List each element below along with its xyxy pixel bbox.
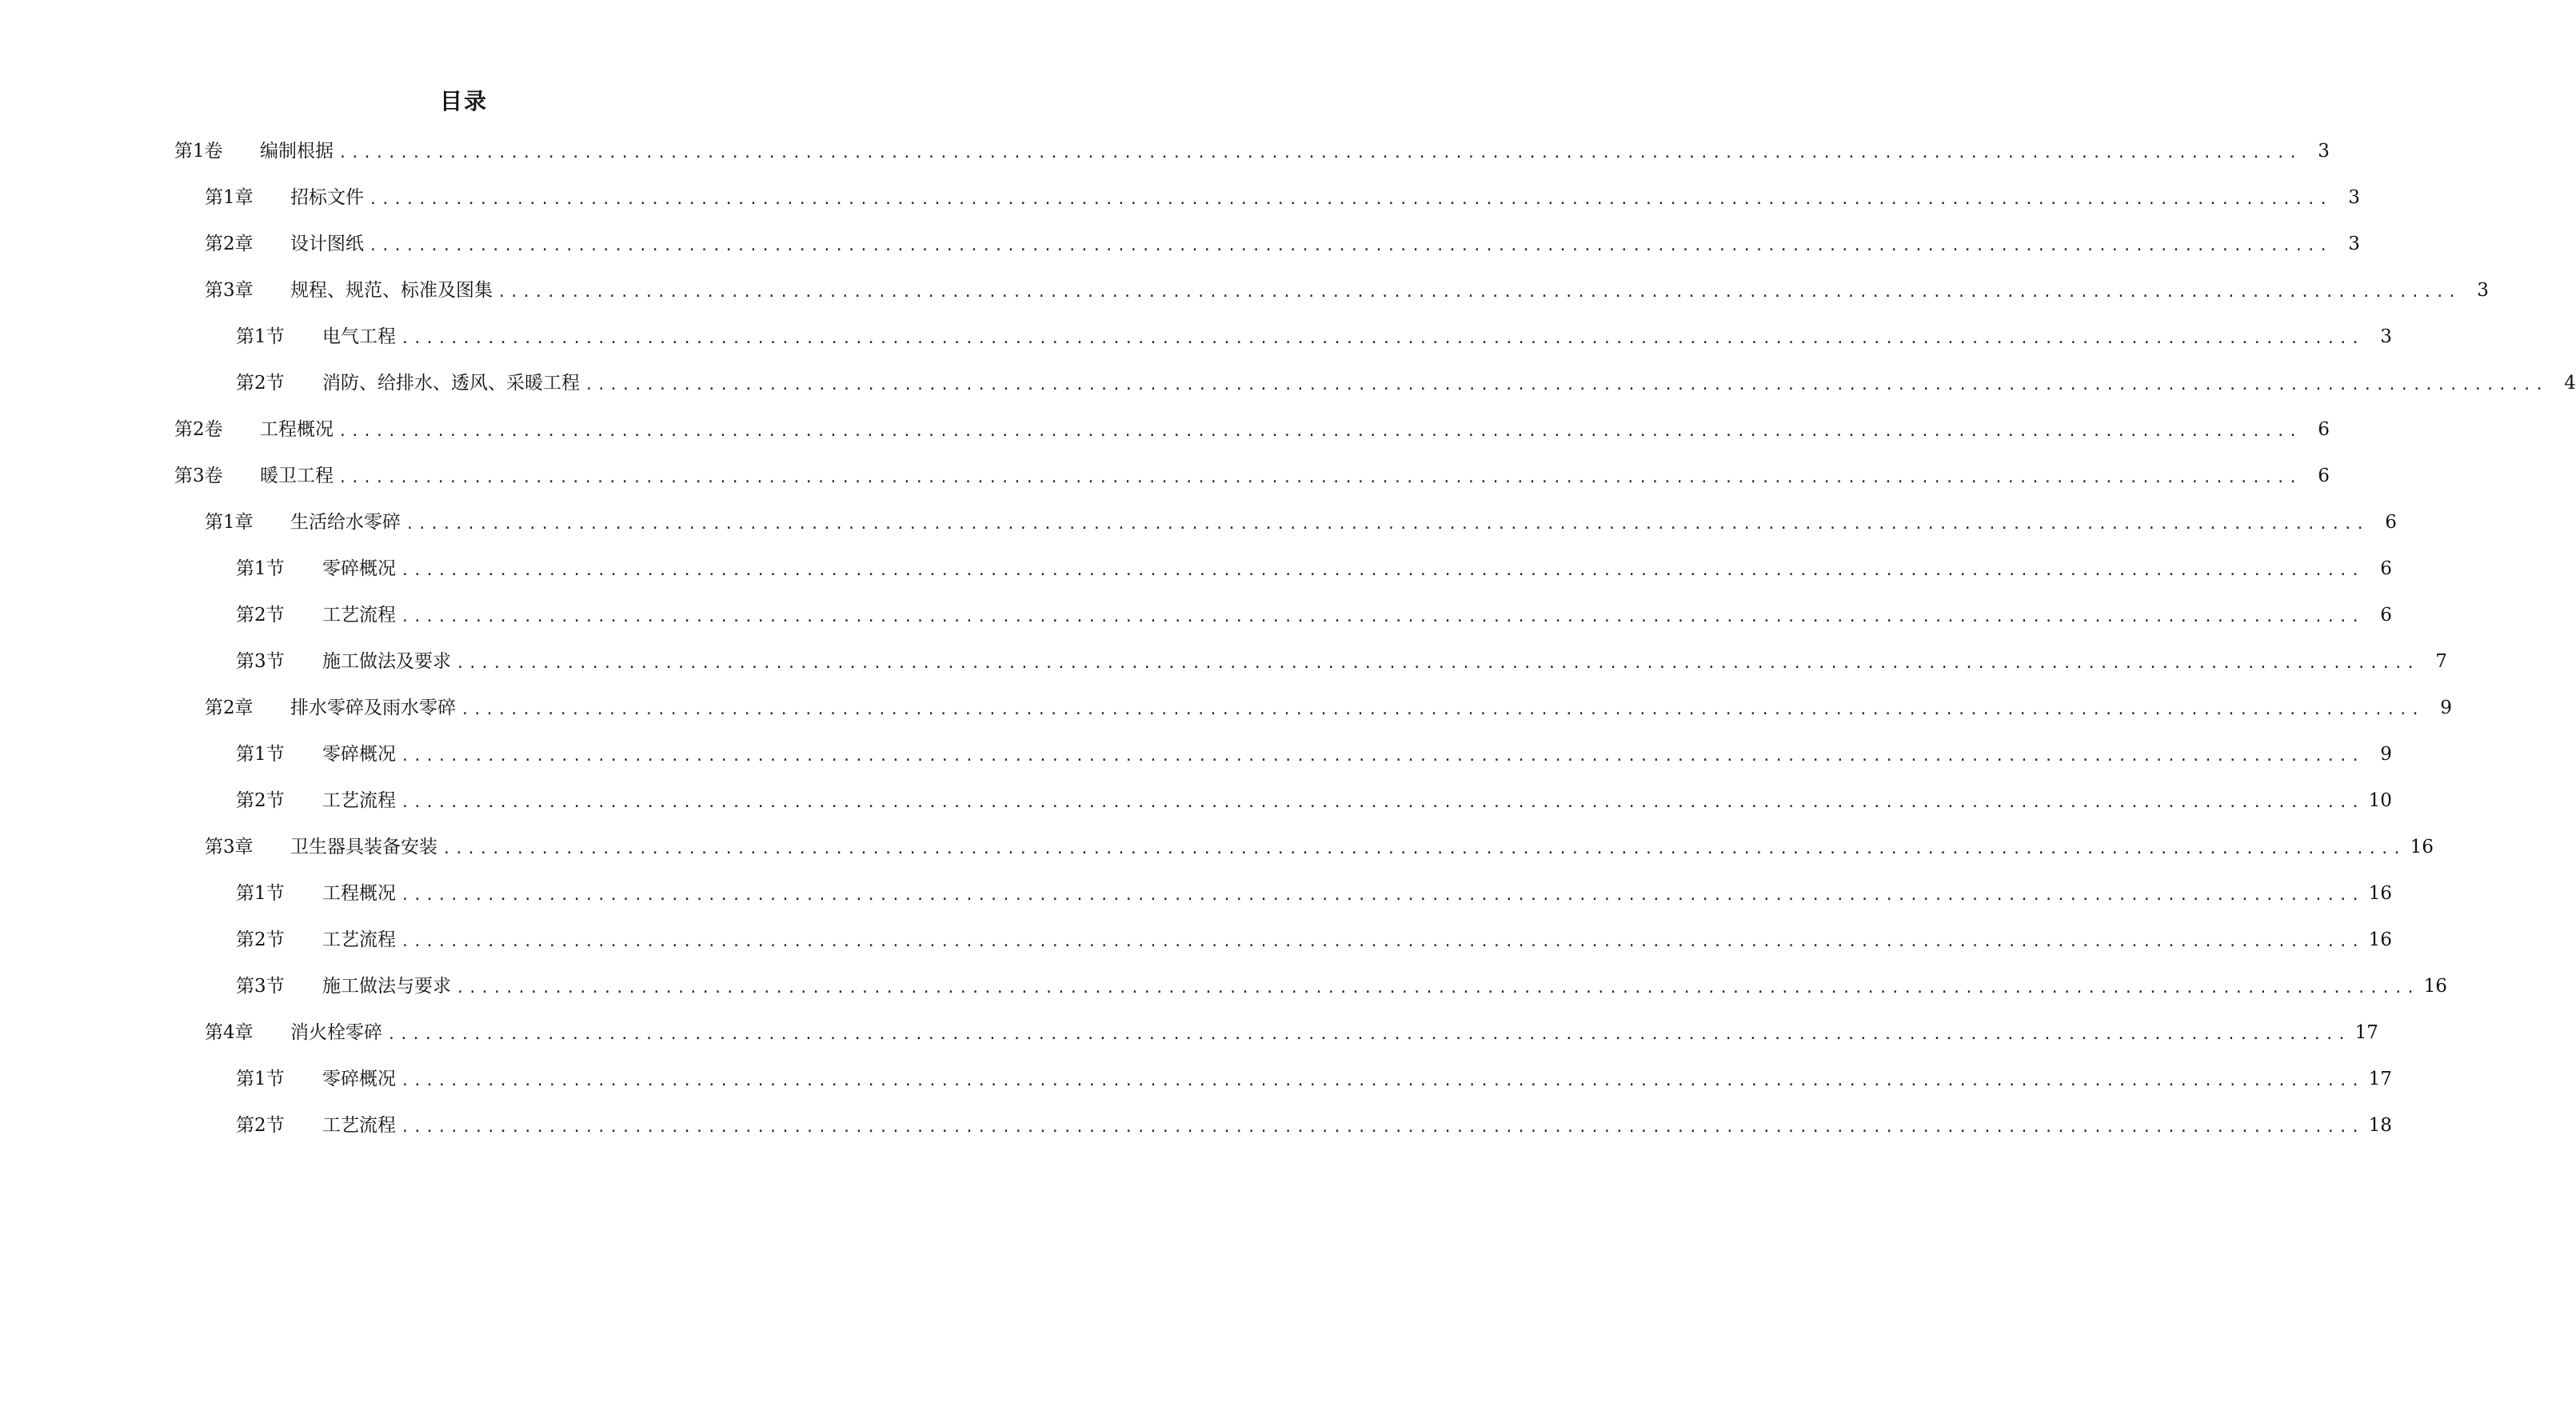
toc-entry-number: 第2卷: [174, 419, 223, 440]
toc-entry-page: 17: [2354, 1022, 2378, 1043]
toc-title: 目录: [439, 88, 488, 114]
toc-entry-label: 工艺流程: [322, 790, 396, 811]
toc-entry-number: 第2章: [205, 234, 254, 254]
toc-entry-label: 施工做法与要求: [322, 976, 451, 997]
toc-entry-number: 第1节: [236, 744, 285, 765]
toc-dot-leader: ................................................................................................................................................................: [401, 562, 2363, 579]
toc-list: [0, 128, 2576, 1149]
toc-entry-page: 6: [2318, 466, 2330, 486]
toc-entry-number: 第3卷: [174, 466, 223, 486]
toc-entry-number: 第2节: [236, 790, 285, 811]
toc-entry-page: 10: [2368, 790, 2392, 811]
toc-dot-leader: ................................................................................................................................................................: [338, 470, 2301, 486]
toc-entry-number: 第4章: [205, 1022, 254, 1043]
toc-entry[interactable]: [0, 917, 2392, 963]
toc-entry-page: 6: [2380, 558, 2392, 579]
toc-entry-number: 第1章: [205, 187, 254, 208]
toc-entry-page: 6: [2318, 419, 2330, 440]
toc-entry-page: 6: [2380, 605, 2392, 626]
toc-dot-leader: ................................................................................................................................................................: [401, 794, 2363, 811]
toc-entry-page: 17: [2368, 1069, 2392, 1089]
toc-entry-label: 消防、给排水、透风、采暖工程: [322, 373, 580, 394]
toc-dot-leader: ................................................................................................................................................................: [401, 887, 2363, 904]
toc-entry-label: 施工做法及要求: [322, 651, 451, 672]
toc-entry-label: 消火栓零碎: [290, 1022, 382, 1043]
toc-entry-label: 编制根据: [260, 141, 333, 162]
toc-entry[interactable]: [0, 638, 2447, 685]
toc-entry-number: 第2节: [236, 929, 285, 950]
toc-entry-page: 3: [2348, 187, 2360, 208]
toc-dot-leader: ................................................................................................................................................................: [442, 841, 2405, 857]
toc-entry[interactable]: [0, 1056, 2392, 1102]
toc-entry-page: 3: [2380, 326, 2392, 347]
toc-entry-page: 18: [2368, 1115, 2392, 1136]
toc-dot-leader: ................................................................................................................................................................: [401, 748, 2363, 765]
toc-entry[interactable]: [0, 174, 2360, 221]
toc-entry[interactable]: [0, 824, 2434, 870]
toc-entry-number: 第3节: [236, 976, 285, 997]
toc-entry[interactable]: [0, 314, 2392, 360]
toc-entry-page: 4: [2564, 373, 2576, 394]
toc-entry[interactable]: [0, 1102, 2392, 1149]
toc-entry-number: 第1节: [236, 558, 285, 579]
toc-entry[interactable]: [0, 870, 2392, 917]
toc-entry-label: 工艺流程: [322, 1115, 396, 1136]
toc-dot-leader: ................................................................................................................................................................: [405, 516, 2368, 533]
toc-entry-label: 招标文件: [290, 187, 364, 208]
toc-dot-leader: ................................................................................................................................................................: [456, 655, 2418, 672]
toc-dot-leader: ................................................................................................................................................................: [401, 933, 2363, 950]
toc-entry-number: 第1卷: [174, 141, 223, 162]
toc-entry-label: 生活给水零碎: [290, 512, 401, 533]
toc-entry-label: 排水零碎及雨水零碎: [290, 698, 456, 718]
toc-entry-page: 6: [2385, 512, 2397, 533]
toc-entry-page: 7: [2435, 651, 2447, 672]
toc-dot-leader: ................................................................................................................................................................: [401, 1073, 2363, 1089]
toc-entry[interactable]: [0, 128, 2330, 174]
toc-entry-page: 9: [2440, 698, 2452, 718]
toc-dot-leader: ................................................................................................................................................................: [497, 284, 2460, 301]
toc-dot-leader: ................................................................................................................................................................: [461, 702, 2423, 718]
toc-dot-leader: ................................................................................................................................................................: [369, 191, 2331, 208]
toc-entry[interactable]: [0, 406, 2330, 453]
toc-entry[interactable]: [0, 731, 2392, 777]
toc-entry-page: 3: [2477, 280, 2489, 301]
toc-entry-label: 工程概况: [260, 419, 333, 440]
toc-entry-label: 规程、规范、标准及图集: [290, 280, 493, 301]
toc-entry-number: 第1节: [236, 1069, 285, 1089]
toc-entry[interactable]: [0, 592, 2392, 638]
toc-entry-number: 第1节: [236, 326, 285, 347]
toc-entry-number: 第1节: [236, 883, 285, 904]
toc-dot-leader: ................................................................................................................................................................: [387, 1026, 2350, 1043]
toc-entry-label: 工程概况: [322, 883, 396, 904]
toc-entry-number: 第2章: [205, 698, 254, 718]
toc-entry[interactable]: [0, 221, 2360, 267]
toc-dot-leader: ................................................................................................................................................................: [401, 609, 2363, 626]
toc-entry-number: 第2节: [236, 1115, 285, 1136]
toc-entry-label: 卫生器具装备安装: [290, 837, 437, 857]
toc-entry-number: 第2节: [236, 373, 285, 394]
toc-dot-leader: ................................................................................................................................................................: [456, 980, 2418, 997]
toc-entry-label: 电气工程: [322, 326, 396, 347]
toc-dot-leader: ................................................................................................................................................................: [369, 238, 2331, 254]
toc-entry-page: 16: [2368, 929, 2392, 950]
toc-entry-page: 16: [2410, 837, 2434, 857]
toc-dot-leader: ................................................................................................................................................................: [401, 330, 2363, 347]
toc-dot-leader: ................................................................................................................................................................: [338, 145, 2301, 162]
toc-entry-number: 第3节: [236, 651, 285, 672]
toc-entry-page: 9: [2380, 744, 2392, 765]
toc-entry-page: 3: [2318, 141, 2330, 162]
toc-entry[interactable]: [0, 360, 2576, 406]
toc-entry-label: 设计图纸: [290, 234, 364, 254]
toc-dot-leader: ................................................................................................................................................................: [585, 377, 2547, 394]
toc-entry[interactable]: [0, 777, 2392, 824]
toc-entry-label: 工艺流程: [322, 605, 396, 626]
toc-entry-number: 第2节: [236, 605, 285, 626]
toc-entry[interactable]: [0, 453, 2330, 499]
toc-entry[interactable]: [0, 685, 2452, 731]
toc-entry-label: 零碎概况: [322, 558, 396, 579]
toc-entry-number: 第1章: [205, 512, 254, 533]
toc-entry-page: 16: [2423, 976, 2447, 997]
toc-dot-leader: ................................................................................................................................................................: [401, 1119, 2363, 1136]
toc-entry[interactable]: [0, 499, 2397, 546]
toc-entry-label: 零碎概况: [322, 1069, 396, 1089]
toc-entry-page: 3: [2348, 234, 2360, 254]
toc-entry-number: 第3章: [205, 280, 254, 301]
toc-entry-number: 第3章: [205, 837, 254, 857]
toc-entry-page: 16: [2368, 883, 2392, 904]
toc-entry[interactable]: [0, 963, 2447, 1009]
toc-entry[interactable]: [0, 267, 2489, 314]
toc-entry[interactable]: [0, 1009, 2378, 1056]
toc-entry[interactable]: [0, 546, 2392, 592]
toc-entry-label: 工艺流程: [322, 929, 396, 950]
toc-entry-label: 零碎概况: [322, 744, 396, 765]
toc-dot-leader: ................................................................................................................................................................: [338, 423, 2301, 440]
toc-entry-label: 暖卫工程: [260, 466, 333, 486]
